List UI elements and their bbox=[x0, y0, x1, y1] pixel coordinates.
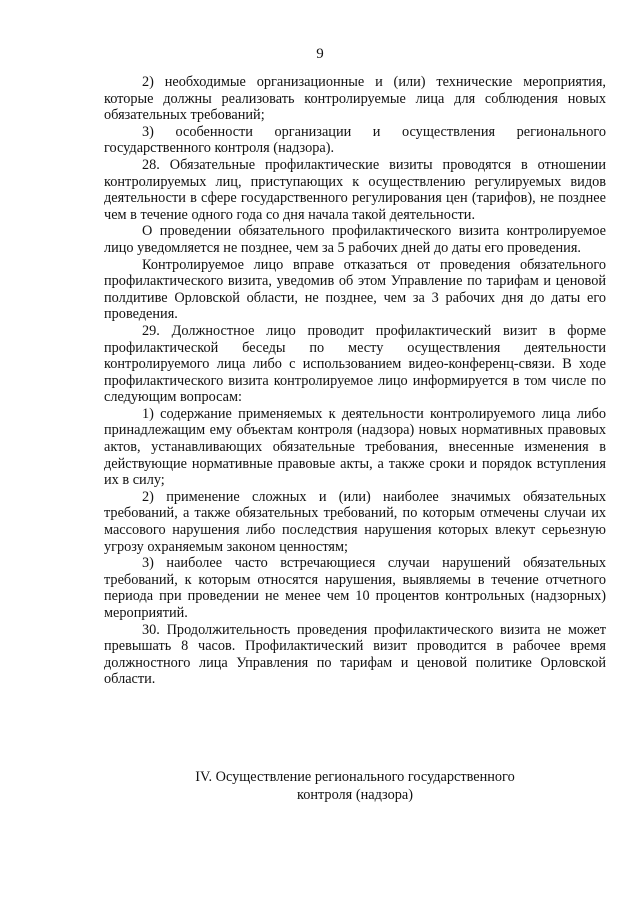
paragraph-visit-notification: О проведении обязательного профилактического визита контролируемое лицо уведомляется не позднее, чем за 5 рабочих дней до даты его проведения. bbox=[104, 223, 606, 256]
body-text bbox=[104, 74, 606, 688]
section-heading bbox=[104, 768, 606, 804]
paragraph-30-visit-duration: 30. Продолжительность проведения профилактического визита не может превышать 8 часов. Профилактический визит проводится в рабочее время должностного лица Управления по тарифам и ценовой политике Орловской области. bbox=[104, 621, 606, 688]
paragraph-required-measures: 2) необходимые организационные и (или) технические мероприятия, которые должны реализовать контролируемые лица для соблюдения новых обязательных требований; bbox=[104, 74, 606, 124]
section-heading-line-1: IV. Осуществление регионального государственного bbox=[195, 769, 515, 785]
paragraph-topic-3-frequent-violations: 3) наиболее часто встречающиеся случаи нарушений обязательных требований, к которым относятся нарушения, выявляемы в течение отчетного периода при проведении не менее чем 10 процентов контрольных (надзорных) мероприятий. bbox=[104, 555, 606, 621]
paragraph-29-visit-procedure: 29. Должностное лицо проводит профилактический визит в форме профилактической беседы по месту осуществления деятельности контролируемого лица либо с использованием видео-конференц-связи. В ходе профилактического визита контролируемое лицо информируется в том числе по следующим вопросам: bbox=[104, 322, 606, 406]
paragraph-topic-1-legal-acts: 1) содержание применяемых к деятельности контролируемого лица либо принадлежащим ему объектам контроля (надзора) новых нормативных правовых актов, устанавливающих обязательные требования, внесенные изменения в действующие нормативные правовые акты, а также сроки и порядок вступления их в силу; bbox=[104, 405, 606, 489]
paragraph-28-mandatory-visits: 28. Обязательные профилактические визиты проводятся в отношении контролируемых лиц, приступающих к осуществлению регулируемых видов деятельности в сфере государственного регулирования цен (тарифов), не позднее чем в течение одного года со дня начала такой деятельности. bbox=[104, 156, 606, 223]
paragraph-visit-refusal: Контролируемое лицо вправе отказаться от проведения обязательного профилактического визита, уведомив об этом Управление по тарифам и ценовой полдитиве Орловской области, не позднее, чем за 3 рабочих дня до даты его проведения. bbox=[104, 256, 606, 323]
paragraph-control-features: 3) особенности организации и осуществления регионального государственного контроля (надзора). bbox=[104, 123, 606, 157]
page-number: 9 bbox=[316, 46, 324, 62]
paragraph-topic-2-complex-requirements: 2) применение сложных и (или) наиболее значимых обязательных требований, а также обязательных требований, по которым отмечены случаи их массового нарушения либо последствия нарушения которых влекут серьезную угрозу охраняемым законом ценностям; bbox=[104, 488, 606, 555]
section-heading-line-2: контроля (надзора) bbox=[296, 787, 413, 803]
